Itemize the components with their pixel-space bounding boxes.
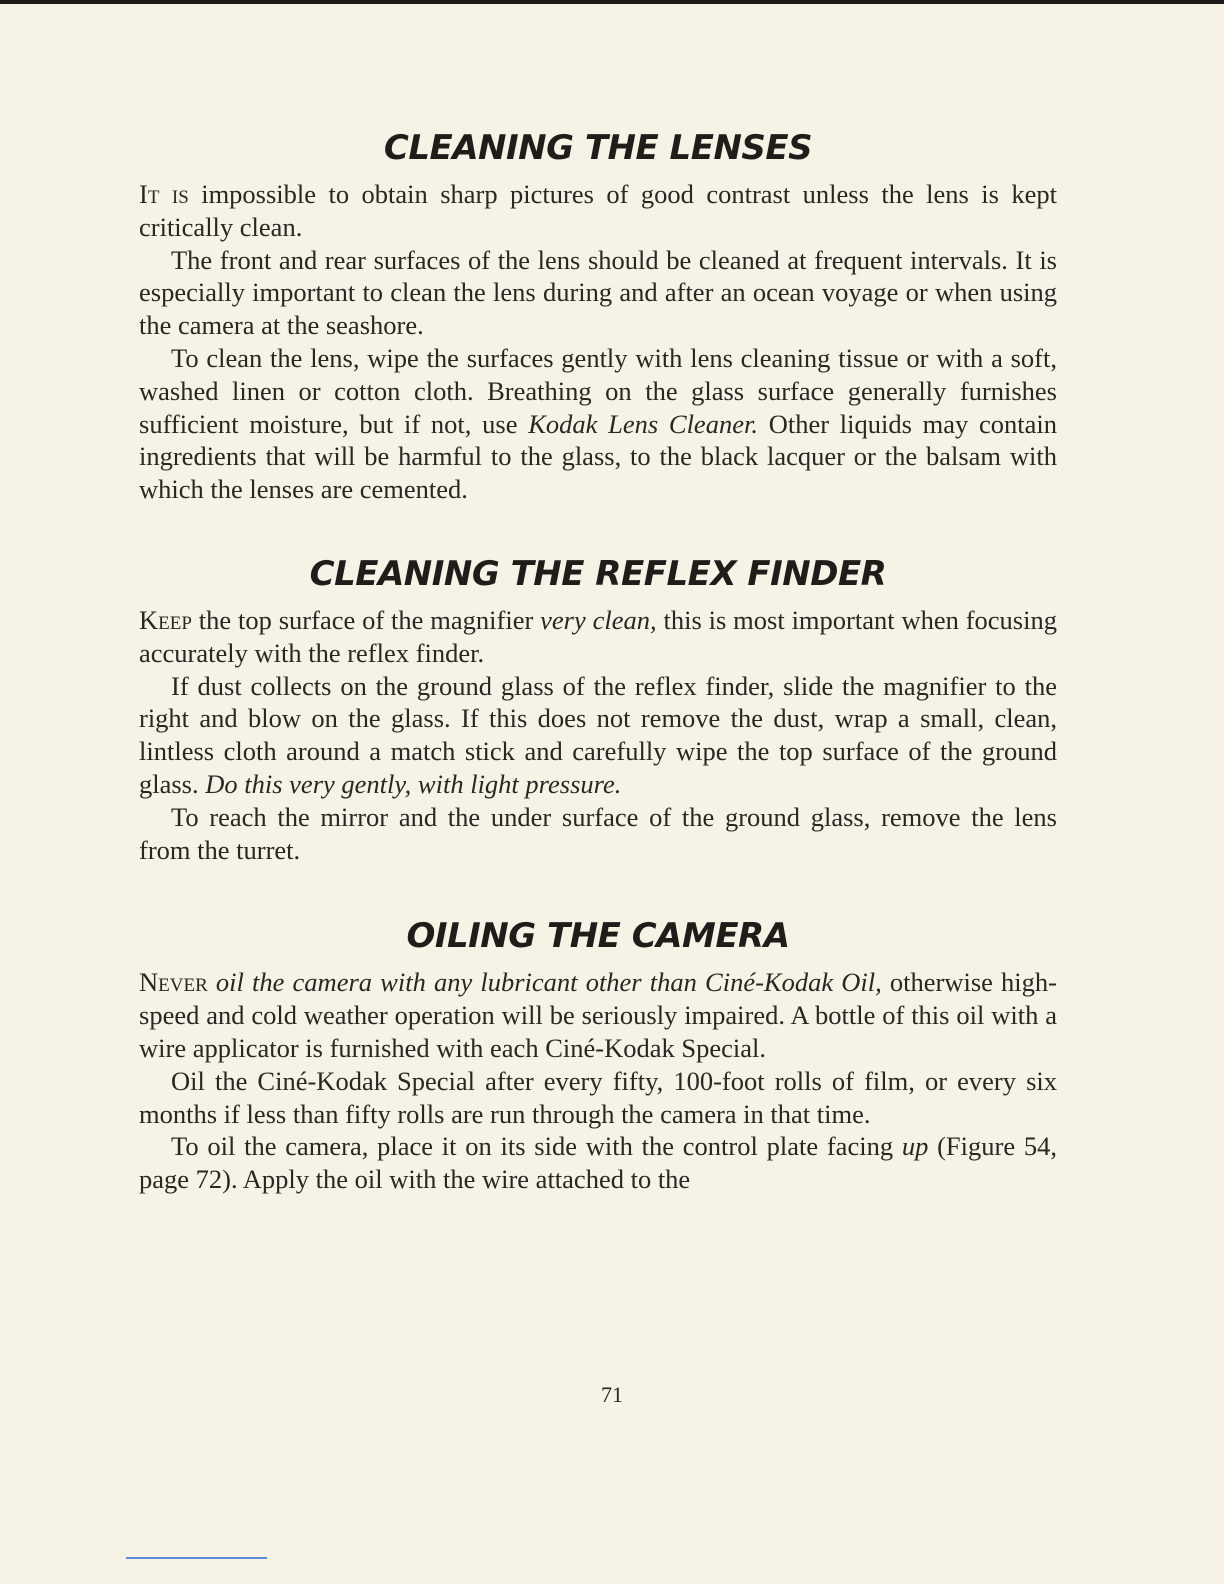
section-cleaning-reflex-finder (139, 554, 1057, 866)
lead-in: Keep (139, 604, 192, 635)
emphasis: Kodak Lens Cleaner. (528, 408, 758, 439)
paragraph: To oil the camera, place it on its side with the control plate facing up (Figure 54, page 72). Apply the oil with the wire attached to the (139, 1131, 1058, 1195)
section-cleaning-lenses (139, 128, 1057, 506)
bottom-edge-mark (126, 1557, 267, 1559)
paragraph: It is impossible to obtain sharp pictures of good contrast unless the lens is kept critically clean. (139, 179, 1057, 242)
section-heading: CLEANING THE LENSES (383, 128, 813, 168)
paragraph: The front and rear surfaces of the lens should be cleaned at frequent intervals. It is especially important to clean the lens during and after an ocean voyage or when using the camera at the seashore. (139, 244, 1057, 341)
page-body (139, 128, 1057, 1244)
paragraph: If dust collects on the ground glass of the reflex finder, slide the magnifier to the right and blow on the glass. If this does not remove the dust, wrap a small, clean, lintless cloth around a match stick and carefully wipe the top surface of the ground glass. Do this very gently, with light pressure. (139, 670, 1057, 799)
emphasis: up (901, 1131, 929, 1162)
emphasis: very clean, (540, 604, 657, 635)
top-edge-rule (0, 0, 1224, 4)
paragraph: Never oil the camera with any lubricant other than Ciné-Kodak Oil, otherwise high-speed and cold weather operation will be seriously impaired. A bottle of this oil with a wire applicator is furnished with each Ciné-Kodak Special. (139, 967, 1057, 1063)
emphasis: oil the camera with any lubricant other than Ciné-Kodak Oil, (207, 967, 882, 998)
paragraph: Oil the Ciné-Kodak Special after every fifty, 100-foot rolls of film, or every six months if less than fifty rolls are run through the camera in that time. (139, 1065, 1057, 1129)
lead-in: It is (139, 179, 189, 209)
section-heading: OILING THE CAMERA (406, 916, 790, 957)
lead-in: Never (139, 967, 208, 998)
section-oiling-camera (139, 916, 1057, 1196)
page-number: 71 (601, 1382, 623, 1407)
paragraph: To reach the mirror and the under surface of the ground glass, remove the lens from the turret. (139, 801, 1057, 865)
paragraph: To clean the lens, wipe the surfaces gently with lens cleaning tissue or with a soft, washed linen or cotton cloth. Breathing on the glass surface generally furnishes sufficient moisture, but if not, use Kodak Lens Cleaner. Other liquids may contain ingredients that will be harmful to the glass, to the black lacquer or the balsam with which the lenses are cemented. (139, 342, 1057, 505)
paragraph: Keep the top surface of the magnifier very clean, this is most important when focusing accurately with the reflex finder. (139, 604, 1057, 668)
section-heading: CLEANING THE REFLEX FINDER (309, 553, 887, 594)
emphasis: Do this very gently, with light pressure. (205, 768, 622, 799)
